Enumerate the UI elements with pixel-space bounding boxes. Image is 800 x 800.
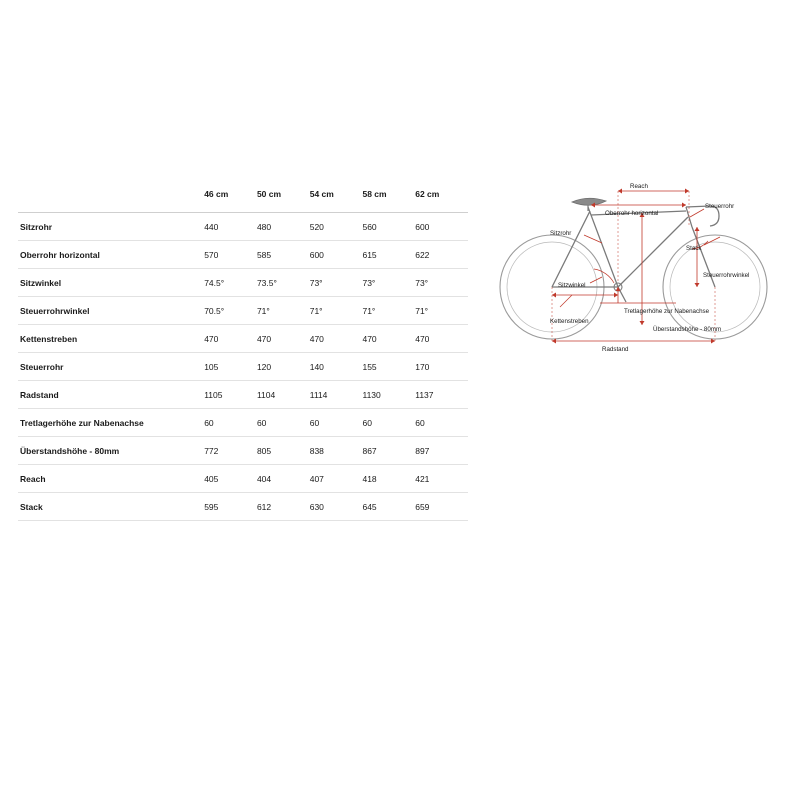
cell-oberrohr-50: 585 (256, 249, 272, 260)
cell-kettenstreben-54: 470 (309, 333, 324, 344)
label-reach: Reach (630, 183, 648, 190)
label-oberrohr-horizontal: Oberrohr horizontal (605, 210, 659, 217)
cell-oberrohr-58: 615 (362, 249, 377, 260)
cell-sitzrohr-54: 520 (309, 221, 324, 232)
cell-ueberstandshoehe-58: 867 (362, 445, 377, 456)
cell-oberrohr-62: 622 (415, 249, 430, 260)
cell-kettenstreben-50: 470 (256, 333, 272, 344)
column-header-54: 54 cm (309, 189, 334, 199)
cell-kettenstreben-58: 470 (362, 333, 377, 344)
cell-reach-54: 407 (309, 473, 324, 484)
row-label-stack: Stack (20, 501, 43, 512)
table-row (18, 437, 468, 465)
row-label-sitzrohr: Sitzrohr (20, 221, 53, 232)
column-header-58: 58 cm (362, 189, 387, 199)
table-corner-cell (18, 180, 204, 213)
cell-radstand-50: 1104 (256, 389, 276, 400)
cell-ueberstandshoehe-46: 772 (204, 445, 219, 456)
cell-stack-46: 595 (204, 501, 219, 512)
row-label-steuerrohr: Steuerrohr (20, 361, 64, 372)
row-label-kettenstreben: Kettenstreben (20, 333, 78, 344)
row-label-radstand: Radstand (20, 389, 59, 400)
cell-reach-50: 404 (256, 473, 272, 484)
cell-steuerrohrwinkel-62: 71° (415, 305, 429, 316)
cell-ueberstandshoehe-50: 805 (256, 445, 272, 456)
cell-sitzwinkel-46: 74.5° (204, 277, 225, 288)
column-header-46: 46 cm (204, 189, 229, 199)
table-row (18, 241, 468, 269)
row-label-reach: Reach (20, 473, 46, 484)
label-radstand: Radstand (602, 346, 629, 353)
table-row (18, 409, 468, 437)
label-tretlagerhoehe: Tretlagerhöhe zur Nabenachse (624, 308, 710, 315)
cell-tretlagerhoehe-50: 60 (256, 417, 267, 428)
table-row (18, 493, 468, 521)
cell-stack-54: 630 (309, 501, 324, 512)
cell-steuerrohrwinkel-50: 71° (256, 305, 270, 316)
table-row (18, 213, 468, 241)
table-row (18, 269, 468, 297)
cell-sitzwinkel-62: 73° (415, 277, 429, 288)
cell-kettenstreben-62: 470 (415, 333, 430, 344)
cell-steuerrohr-46: 105 (204, 361, 219, 372)
cell-sitzrohr-50: 480 (256, 221, 272, 232)
cell-tretlagerhoehe-58: 60 (362, 417, 372, 428)
cell-sitzrohr-46: 440 (204, 221, 219, 232)
cell-reach-46: 405 (204, 473, 219, 484)
cell-tretlagerhoehe-54: 60 (309, 417, 320, 428)
column-header-62: 62 cm (415, 189, 440, 199)
label-steuerrohrwinkel: Steuerrohrwinkel (703, 272, 750, 279)
label-sitzwinkel: Sitzwinkel (558, 282, 586, 289)
cell-reach-58: 418 (362, 473, 377, 484)
label-kettenstreben: Kettenstreben (550, 318, 589, 325)
cell-tretlagerhoehe-62: 60 (415, 417, 425, 428)
cell-sitzrohr-58: 560 (362, 221, 377, 232)
label-stack: Stack (686, 245, 702, 252)
cell-oberrohr-46: 570 (204, 249, 219, 260)
table-row (18, 465, 468, 493)
cell-oberrohr-54: 600 (309, 249, 324, 260)
cell-reach-62: 421 (415, 473, 430, 484)
cell-ueberstandshoehe-62: 897 (415, 445, 430, 456)
column-header-50: 50 cm (256, 189, 282, 199)
row-label-tretlagerhoehe: Tretlagerhöhe zur Nabenachse (20, 417, 144, 428)
cell-ueberstandshoehe-54: 838 (309, 445, 324, 456)
cell-radstand-46: 1105 (204, 389, 223, 400)
cell-stack-50: 612 (256, 501, 272, 512)
cell-tretlagerhoehe-46: 60 (204, 417, 214, 428)
table-row (18, 297, 468, 325)
cell-sitzwinkel-58: 73° (362, 277, 376, 288)
label-steuerrohr: Steuerrohr (705, 203, 735, 210)
cell-kettenstreben-46: 470 (204, 333, 219, 344)
cell-sitzwinkel-50: 73.5° (256, 277, 277, 288)
cell-steuerrohrwinkel-54: 71° (309, 305, 323, 316)
table-header (18, 180, 468, 213)
cell-steuerrohr-58: 155 (362, 361, 377, 372)
table-header-row (18, 180, 468, 213)
cell-stack-62: 659 (415, 501, 430, 512)
cell-steuerrohrwinkel-46: 70.5° (204, 305, 225, 316)
row-label-steuerrohrwinkel: Steuerrohrwinkel (20, 305, 90, 316)
cell-sitzwinkel-54: 73° (309, 277, 323, 288)
label-sitzrohr: Sitzrohr (550, 230, 572, 237)
cell-radstand-54: 1114 (309, 389, 328, 400)
table-row (18, 353, 468, 381)
cell-radstand-62: 1137 (415, 389, 434, 400)
cell-steuerrohr-50: 120 (256, 361, 272, 372)
table-body (18, 213, 468, 521)
cell-steuerrohrwinkel-58: 71° (362, 305, 376, 316)
cell-sitzrohr-62: 600 (415, 221, 430, 232)
row-label-sitzwinkel: Sitzwinkel (20, 277, 62, 288)
bike-geometry-diagram (490, 165, 790, 370)
cell-steuerrohr-62: 170 (415, 361, 430, 372)
row-label-ueberstandshoehe: Überstandshöhe - 80mm (20, 445, 120, 456)
geometry-table (18, 180, 468, 521)
label-ueberstandshoehe: Überstandshöhe - 80mm (653, 326, 722, 333)
cell-radstand-58: 1130 (362, 389, 381, 400)
cell-stack-58: 645 (362, 501, 377, 512)
row-label-oberrohr-horizontal: Oberrohr horizontal (20, 249, 100, 260)
table-row (18, 381, 468, 409)
table-row (18, 325, 468, 353)
cell-steuerrohr-54: 140 (309, 361, 324, 372)
